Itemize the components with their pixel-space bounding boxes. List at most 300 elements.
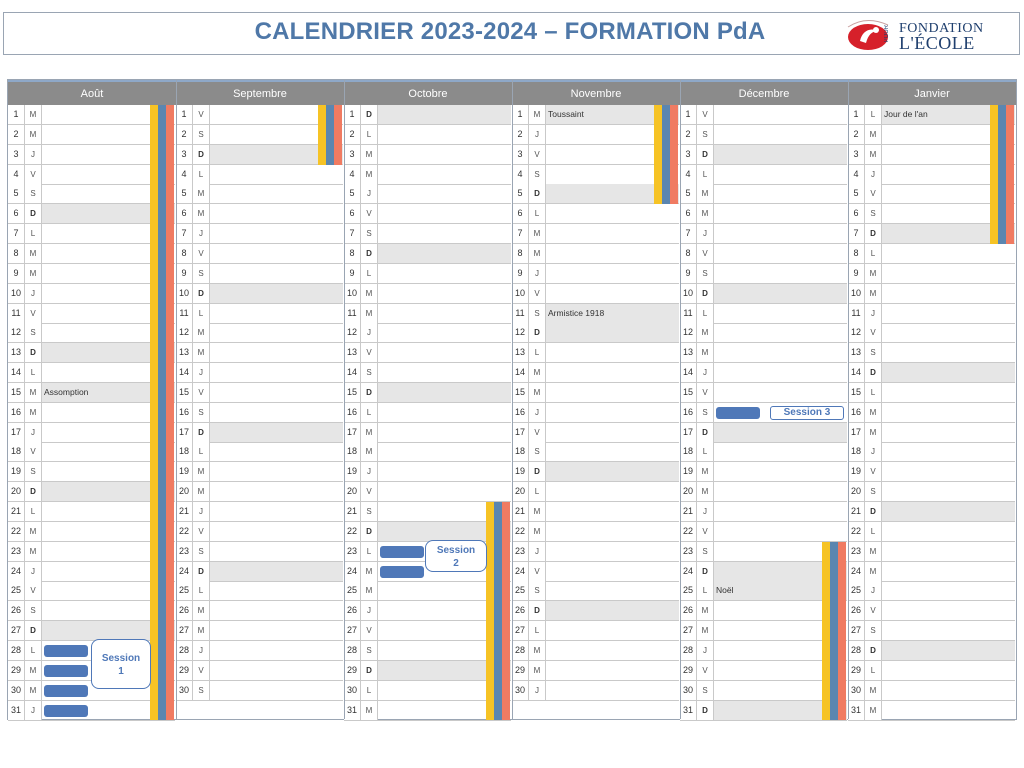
weekday-letter: J — [865, 304, 882, 323]
weekday-letter: D — [361, 661, 378, 680]
day-row[interactable] — [176, 165, 343, 185]
day-number: 9 — [680, 264, 697, 283]
vacation-stripe — [838, 542, 846, 721]
day-row[interactable] — [512, 562, 679, 582]
weekday-letter: V — [361, 204, 378, 223]
day-number: 3 — [344, 145, 361, 164]
weekday-letter: D — [865, 363, 882, 382]
day-number: 23 — [680, 542, 697, 561]
day-number: 18 — [8, 442, 25, 461]
weekday-letter: J — [697, 224, 714, 243]
logo-line-1: FONDATION — [899, 21, 984, 36]
session-bar[interactable] — [380, 546, 424, 558]
day-number: 11 — [344, 304, 361, 323]
day-row[interactable] — [344, 284, 511, 304]
day-row[interactable] — [344, 423, 511, 443]
weekday-letter: L — [361, 125, 378, 144]
day-number: 7 — [176, 224, 193, 243]
weekday-letter: S — [193, 542, 210, 561]
weekday-letter: M — [193, 462, 210, 481]
weekday-letter: V — [361, 482, 378, 501]
day-number: 9 — [344, 264, 361, 283]
day-row[interactable] — [512, 244, 679, 264]
day-row[interactable] — [176, 184, 343, 204]
day-row[interactable] — [680, 482, 847, 502]
day-row[interactable] — [512, 641, 679, 661]
weekday-letter: M — [697, 184, 714, 203]
day-row[interactable] — [512, 502, 679, 522]
weekday-letter: M — [697, 462, 714, 481]
day-number: 3 — [848, 145, 865, 164]
column-divider — [680, 80, 681, 719]
weekday-letter: S — [865, 482, 882, 501]
holiday-label: Toussaint — [548, 109, 584, 119]
day-row[interactable] — [848, 284, 1015, 304]
day-row[interactable] — [176, 542, 343, 562]
day-number: 5 — [176, 184, 193, 203]
day-row[interactable] — [848, 423, 1015, 443]
day-number: 23 — [8, 542, 25, 561]
day-row[interactable] — [512, 423, 679, 443]
day-number: 6 — [512, 204, 529, 223]
weekday-letter: D — [193, 562, 210, 581]
month-header: Août — [8, 80, 176, 105]
weekday-letter: S — [697, 681, 714, 700]
header — [3, 12, 1020, 55]
day-row[interactable] — [848, 681, 1015, 701]
day-number: 7 — [680, 224, 697, 243]
day-row[interactable] — [680, 442, 847, 462]
day-number: 11 — [512, 304, 529, 323]
day-row[interactable] — [512, 403, 679, 423]
weekday-letter: M — [25, 661, 42, 680]
weekday-letter: J — [529, 403, 546, 422]
day-row[interactable] — [176, 502, 343, 522]
column-divider — [848, 80, 849, 719]
weekday-letter: M — [697, 601, 714, 620]
weekday-letter: D — [25, 621, 42, 640]
weekday-letter: L — [25, 363, 42, 382]
day-number: 8 — [176, 244, 193, 263]
day-row[interactable] — [176, 681, 343, 701]
weekday-letter: V — [697, 522, 714, 541]
weekday-letter: S — [193, 681, 210, 700]
vacation-stripe — [830, 542, 838, 721]
day-number: 13 — [8, 343, 25, 362]
day-row[interactable] — [680, 264, 847, 284]
day-row[interactable] — [512, 482, 679, 502]
weekday-letter: L — [361, 264, 378, 283]
weekday-letter: J — [865, 165, 882, 184]
day-row[interactable] — [848, 323, 1015, 343]
day-number: 26 — [512, 601, 529, 620]
day-row[interactable] — [512, 462, 679, 482]
weekday-letter: M — [25, 105, 42, 124]
day-row[interactable] — [848, 641, 1015, 661]
day-row[interactable] — [680, 522, 847, 542]
day-number: 18 — [344, 442, 361, 461]
day-number: 10 — [8, 284, 25, 303]
day-row[interactable] — [848, 581, 1015, 601]
weekday-letter: V — [193, 383, 210, 402]
day-row[interactable] — [176, 661, 343, 681]
day-row[interactable] — [512, 522, 679, 542]
day-row[interactable] — [848, 442, 1015, 462]
day-row[interactable] — [176, 522, 343, 542]
day-number: 28 — [512, 641, 529, 660]
weekday-letter: J — [865, 442, 882, 461]
day-row[interactable] — [848, 601, 1015, 621]
day-number: 12 — [344, 323, 361, 342]
session-bar[interactable] — [44, 665, 88, 677]
day-number: 8 — [344, 244, 361, 263]
day-row[interactable] — [680, 204, 847, 224]
weekday-letter: M — [865, 264, 882, 283]
day-number: 31 — [848, 701, 865, 720]
day-row[interactable] — [848, 244, 1015, 264]
weekday-letter: M — [697, 482, 714, 501]
day-number: 20 — [8, 482, 25, 501]
month-header: Octobre — [344, 80, 512, 105]
weekday-letter: D — [865, 224, 882, 243]
weekday-letter: S — [529, 581, 546, 600]
day-row[interactable] — [176, 482, 343, 502]
weekday-letter: D — [529, 323, 546, 342]
day-row[interactable] — [680, 343, 847, 363]
day-row[interactable] — [680, 423, 847, 443]
day-row[interactable] — [680, 184, 847, 204]
weekday-letter: V — [529, 562, 546, 581]
day-row[interactable] — [680, 323, 847, 343]
weekday-letter: M — [25, 244, 42, 263]
weekday-letter: M — [361, 562, 378, 581]
day-number: 31 — [680, 701, 697, 720]
day-number: 8 — [512, 244, 529, 263]
day-row[interactable] — [680, 363, 847, 383]
day-row[interactable] — [344, 204, 511, 224]
session-bar[interactable] — [380, 566, 424, 578]
day-row[interactable] — [848, 701, 1015, 721]
day-number: 29 — [512, 661, 529, 680]
day-row[interactable] — [344, 264, 511, 284]
day-row[interactable] — [344, 343, 511, 363]
weekday-letter: S — [25, 601, 42, 620]
weekday-letter: L — [697, 581, 714, 600]
weekday-letter: M — [529, 244, 546, 263]
day-number: 13 — [848, 343, 865, 362]
day-row[interactable] — [848, 661, 1015, 681]
day-row[interactable] — [848, 522, 1015, 542]
day-row[interactable] — [512, 383, 679, 403]
weekday-letter: L — [361, 542, 378, 561]
day-row[interactable] — [512, 323, 679, 343]
day-number: 9 — [8, 264, 25, 283]
day-row[interactable] — [512, 343, 679, 363]
day-number: 21 — [848, 502, 865, 521]
day-row[interactable] — [512, 542, 679, 562]
day-number: 1 — [8, 105, 25, 124]
weekday-letter: V — [529, 284, 546, 303]
day-row[interactable] — [680, 383, 847, 403]
weekday-letter: V — [25, 442, 42, 461]
day-row[interactable] — [344, 224, 511, 244]
logo-line-2: L'ÉCOLE — [899, 33, 975, 53]
day-row[interactable] — [512, 681, 679, 701]
day-row[interactable] — [680, 165, 847, 185]
day-row[interactable] — [512, 621, 679, 641]
day-number: 31 — [344, 701, 361, 720]
weekday-letter: M — [529, 105, 546, 124]
weekday-letter: M — [361, 701, 378, 720]
day-row[interactable] — [176, 601, 343, 621]
weekday-letter: S — [361, 502, 378, 521]
session-bar[interactable] — [44, 645, 88, 657]
day-number: 12 — [848, 323, 865, 342]
day-row[interactable] — [848, 343, 1015, 363]
day-row[interactable] — [680, 224, 847, 244]
vacation-stripe — [654, 105, 662, 204]
day-row[interactable] — [848, 502, 1015, 522]
day-row[interactable] — [848, 363, 1015, 383]
day-row[interactable] — [344, 304, 511, 324]
weekday-letter: M — [697, 343, 714, 362]
weekday-letter: V — [865, 462, 882, 481]
day-row[interactable] — [176, 581, 343, 601]
day-number: 30 — [176, 681, 193, 700]
column-divider — [512, 80, 513, 719]
day-number: 17 — [176, 423, 193, 442]
day-row[interactable] — [512, 363, 679, 383]
weekday-letter: M — [865, 701, 882, 720]
day-number: 15 — [848, 383, 865, 402]
weekday-letter: D — [529, 601, 546, 620]
vacation-stripe — [990, 105, 998, 244]
weekday-letter: S — [865, 621, 882, 640]
day-number: 7 — [848, 224, 865, 243]
day-row[interactable] — [680, 462, 847, 482]
weekday-letter: J — [25, 562, 42, 581]
day-row[interactable] — [344, 145, 511, 165]
day-row[interactable] — [344, 442, 511, 462]
weekday-letter: J — [697, 502, 714, 521]
weekday-letter: L — [25, 224, 42, 243]
day-number: 22 — [344, 522, 361, 541]
day-row[interactable] — [344, 184, 511, 204]
day-row[interactable] — [512, 304, 679, 324]
day-row[interactable] — [848, 542, 1015, 562]
session-bar[interactable] — [44, 705, 88, 717]
day-number: 5 — [344, 184, 361, 203]
day-row[interactable] — [680, 125, 847, 145]
vacation-stripe — [670, 105, 678, 204]
day-number: 11 — [176, 304, 193, 323]
day-row[interactable] — [344, 244, 511, 264]
day-number: 11 — [848, 304, 865, 323]
day-number: 17 — [680, 423, 697, 442]
day-row[interactable] — [176, 383, 343, 403]
weekday-letter: M — [697, 204, 714, 223]
day-number: 26 — [344, 601, 361, 620]
day-number: 14 — [176, 363, 193, 382]
day-number: 19 — [176, 462, 193, 481]
day-row[interactable] — [680, 145, 847, 165]
session-bar[interactable] — [716, 407, 760, 419]
day-row[interactable] — [344, 403, 511, 423]
day-number: 30 — [512, 681, 529, 700]
session-label-line1: Session — [436, 544, 476, 556]
day-number: 22 — [8, 522, 25, 541]
day-number: 13 — [176, 343, 193, 362]
day-row[interactable] — [512, 264, 679, 284]
weekday-letter: V — [193, 244, 210, 263]
day-row[interactable] — [176, 462, 343, 482]
day-number: 6 — [8, 204, 25, 223]
weekday-letter: L — [697, 165, 714, 184]
weekday-letter: D — [25, 482, 42, 501]
day-row[interactable] — [344, 323, 511, 343]
day-number: 14 — [344, 363, 361, 382]
day-row[interactable] — [176, 204, 343, 224]
day-number: 20 — [344, 482, 361, 501]
day-row[interactable] — [344, 165, 511, 185]
day-row[interactable] — [848, 383, 1015, 403]
weekday-letter: J — [697, 363, 714, 382]
weekday-letter: M — [697, 621, 714, 640]
column-divider — [176, 80, 177, 719]
vacation-stripe — [494, 502, 502, 720]
weekday-letter: V — [25, 304, 42, 323]
day-number: 12 — [680, 323, 697, 342]
weekday-letter: J — [865, 581, 882, 600]
day-number: 16 — [512, 403, 529, 422]
weekday-letter: V — [529, 145, 546, 164]
day-row[interactable] — [512, 601, 679, 621]
day-row[interactable] — [344, 363, 511, 383]
day-row[interactable] — [176, 641, 343, 661]
weekday-letter: V — [865, 601, 882, 620]
day-number: 21 — [176, 502, 193, 521]
weekday-letter: L — [361, 681, 378, 700]
day-number: 8 — [8, 244, 25, 263]
day-number: 4 — [512, 165, 529, 184]
session-label — [770, 406, 844, 420]
day-row[interactable] — [512, 284, 679, 304]
day-row[interactable] — [176, 323, 343, 343]
day-row[interactable] — [848, 482, 1015, 502]
weekday-letter: M — [193, 482, 210, 501]
day-number: 15 — [8, 383, 25, 402]
day-row[interactable] — [848, 462, 1015, 482]
day-row[interactable] — [176, 621, 343, 641]
day-number: 6 — [344, 204, 361, 223]
day-row[interactable] — [176, 224, 343, 244]
day-row[interactable] — [176, 343, 343, 363]
day-row[interactable] — [176, 403, 343, 423]
session-label — [425, 540, 487, 572]
weekday-letter: D — [697, 701, 714, 720]
day-number: 2 — [176, 125, 193, 144]
weekday-letter: S — [529, 165, 546, 184]
day-row[interactable] — [344, 462, 511, 482]
weekday-letter: J — [361, 184, 378, 203]
weekday-letter: J — [25, 284, 42, 303]
day-row[interactable] — [344, 383, 511, 403]
session-label-line2: 1 — [118, 665, 124, 677]
day-row[interactable] — [176, 442, 343, 462]
day-number: 14 — [8, 363, 25, 382]
month-column — [8, 80, 176, 719]
day-number: 25 — [8, 581, 25, 600]
weekday-letter: V — [865, 323, 882, 342]
day-row[interactable] — [344, 125, 511, 145]
day-row[interactable] — [512, 224, 679, 244]
day-number: 5 — [512, 184, 529, 203]
day-number: 15 — [680, 383, 697, 402]
day-row[interactable] — [512, 661, 679, 681]
day-number: 27 — [512, 621, 529, 640]
day-row[interactable] — [512, 204, 679, 224]
day-row[interactable] — [680, 502, 847, 522]
weekday-letter: M — [193, 184, 210, 203]
day-row[interactable] — [848, 621, 1015, 641]
day-number: 17 — [344, 423, 361, 442]
day-row[interactable] — [176, 244, 343, 264]
day-row[interactable] — [848, 562, 1015, 582]
day-row[interactable] — [680, 284, 847, 304]
weekday-letter: S — [529, 304, 546, 323]
weekday-letter: M — [529, 522, 546, 541]
day-row[interactable] — [176, 562, 343, 582]
weekday-letter: M — [529, 502, 546, 521]
day-number: 24 — [848, 562, 865, 581]
day-number: 19 — [512, 462, 529, 481]
day-row[interactable] — [680, 244, 847, 264]
day-row[interactable] — [848, 304, 1015, 324]
day-row[interactable] — [680, 304, 847, 324]
weekday-letter: D — [193, 145, 210, 164]
day-number: 27 — [848, 621, 865, 640]
day-number: 19 — [680, 462, 697, 481]
session-label — [91, 639, 151, 689]
day-number: 2 — [512, 125, 529, 144]
day-row[interactable] — [848, 264, 1015, 284]
day-row[interactable] — [512, 581, 679, 601]
day-number: 13 — [680, 343, 697, 362]
day-number: 27 — [8, 621, 25, 640]
day-row[interactable] — [176, 423, 343, 443]
day-row[interactable] — [176, 284, 343, 304]
day-number: 10 — [512, 284, 529, 303]
day-number: 5 — [680, 184, 697, 203]
day-row[interactable] — [344, 482, 511, 502]
weekday-letter: J — [361, 601, 378, 620]
day-number: 12 — [176, 323, 193, 342]
day-row[interactable] — [176, 363, 343, 383]
vacation-stripe — [158, 105, 166, 720]
weekday-letter: D — [865, 641, 882, 660]
day-number: 24 — [176, 562, 193, 581]
day-row[interactable] — [848, 403, 1015, 423]
day-row[interactable] — [344, 105, 511, 125]
weekday-letter: V — [193, 522, 210, 541]
day-row[interactable] — [512, 442, 679, 462]
day-row[interactable] — [176, 264, 343, 284]
day-row[interactable] — [680, 105, 847, 125]
day-row[interactable] — [176, 304, 343, 324]
session-bar[interactable] — [44, 685, 88, 697]
weekday-letter: S — [865, 204, 882, 223]
day-number: 3 — [680, 145, 697, 164]
